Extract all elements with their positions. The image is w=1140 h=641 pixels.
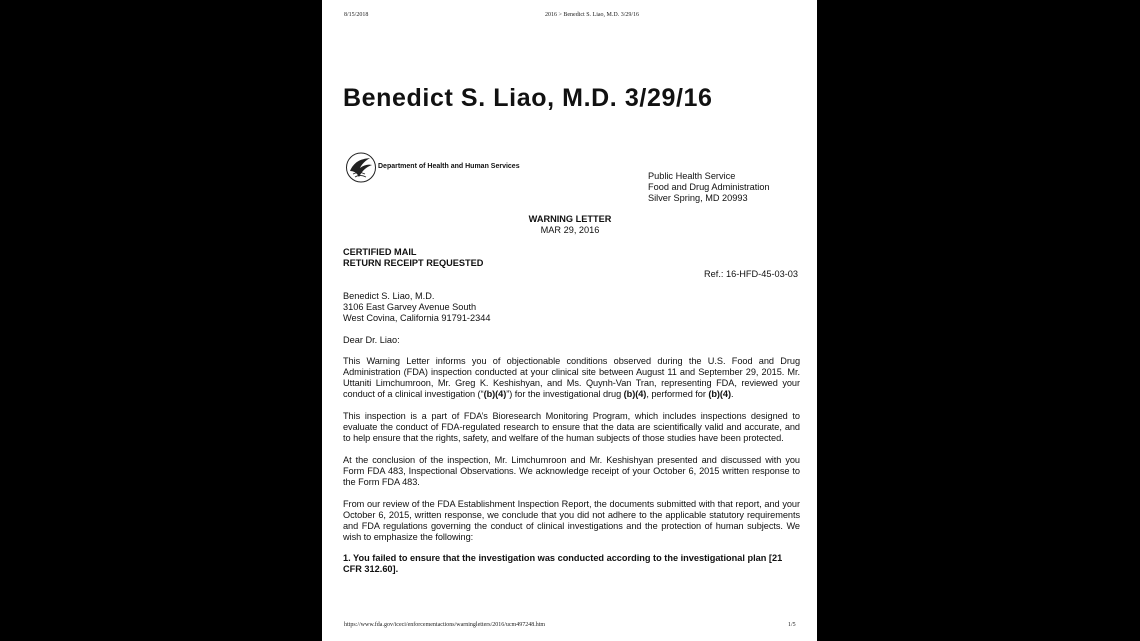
department-name: Department of Health and Human Services (378, 163, 520, 170)
paragraph-intro (343, 356, 800, 400)
print-doc-title: 2016 > Benedict S. Liao, M.D. 3/29/16 (545, 12, 640, 18)
paragraph-conclusion: At the conclusion of the inspection, Mr. Limchumroon and Mr. Keshishyan presented and discussed with you Form FDA 483, Inspectional Observations. We acknowledge receipt of your October 6, 2015 written response to the Form FDA 483. (343, 455, 800, 487)
mailing-line: RETURN RECEIPT REQUESTED (343, 258, 484, 268)
agency-address (648, 171, 770, 204)
mailing-method (343, 247, 483, 269)
text-run: , performed for (646, 389, 709, 399)
hhs-eagle-logo-icon (345, 152, 377, 183)
salutation: Dear Dr. Liao: (343, 335, 400, 345)
recipient-line: Benedict S. Liao, M.D. (343, 291, 435, 301)
agency-line: Public Health Service (648, 171, 736, 181)
redaction-mark: (b)(4) (483, 389, 507, 399)
redaction-mark: (b)(4) (708, 389, 732, 399)
violation-item-1: 1. You failed to ensure that the investigation was conducted according to the investigational plan [21 CFR 312.60]. (343, 553, 783, 574)
text-run: ”) for the investigational drug (506, 389, 624, 399)
recipient-line: West Covina, California 91791-2344 (343, 313, 491, 323)
recipient-address (343, 291, 490, 324)
page-title: Benedict S. Liao, M.D. 3/29/16 (343, 84, 713, 112)
print-date: 8/15/2018 (344, 12, 369, 18)
print-page-number: 1/5 (788, 622, 796, 628)
agency-line: Silver Spring, MD 20993 (648, 193, 748, 203)
warning-letter-heading: WARNING LETTER (528, 214, 612, 224)
paragraph-review: From our review of the FDA Establishment Inspection Report, the documents submitted with that report, and your October 6, 2015, written response, we conclude that you did not adhere to the applicable statutory requirements and FDA regulations governing the conduct of clinical investigations and the protection of human subjects. We wish to emphasize the following: (343, 499, 800, 542)
paragraph-program: This inspection is a part of FDA’s Bioresearch Monitoring Program, which includes inspections designed to evaluate the conduct of FDA-regulated research to ensure that the data are scientifically valid and accurate, and to help ensure that the rights, safety, and welfare of the human subjects of those studies have been protected. (343, 411, 800, 443)
warning-letter-date: MAR 29, 2016 (540, 225, 600, 235)
print-footer-url[interactable]: https://www.fda.gov/iceci/enforcementactions/warningletters/2016/ucm497248.htm (344, 622, 546, 628)
text-run: . (731, 389, 734, 399)
reference-number: Ref.: 16-HFD-45-03-03 (704, 269, 798, 279)
text-run: This Warning Letter informs you of objectionable conditions observed during the U.S. Food and Drug Administration (FDA) inspection conducted at your clinical site between August 11 and September 29, 2015. Mr. Uttaniti Limchumroon, Mr. Greg K. Keshishyan, and Ms. Quynh-Van Tran, representing FDA, reviewed your conduct of a clinical investigation (“ (343, 356, 800, 399)
redaction-mark: (b)(4) (623, 389, 647, 399)
mailing-line: CERTIFIED MAIL (343, 247, 417, 257)
agency-line: Food and Drug Administration (648, 182, 770, 192)
document-page (322, 0, 817, 641)
recipient-line: 3106 East Garvey Avenue South (343, 302, 477, 312)
